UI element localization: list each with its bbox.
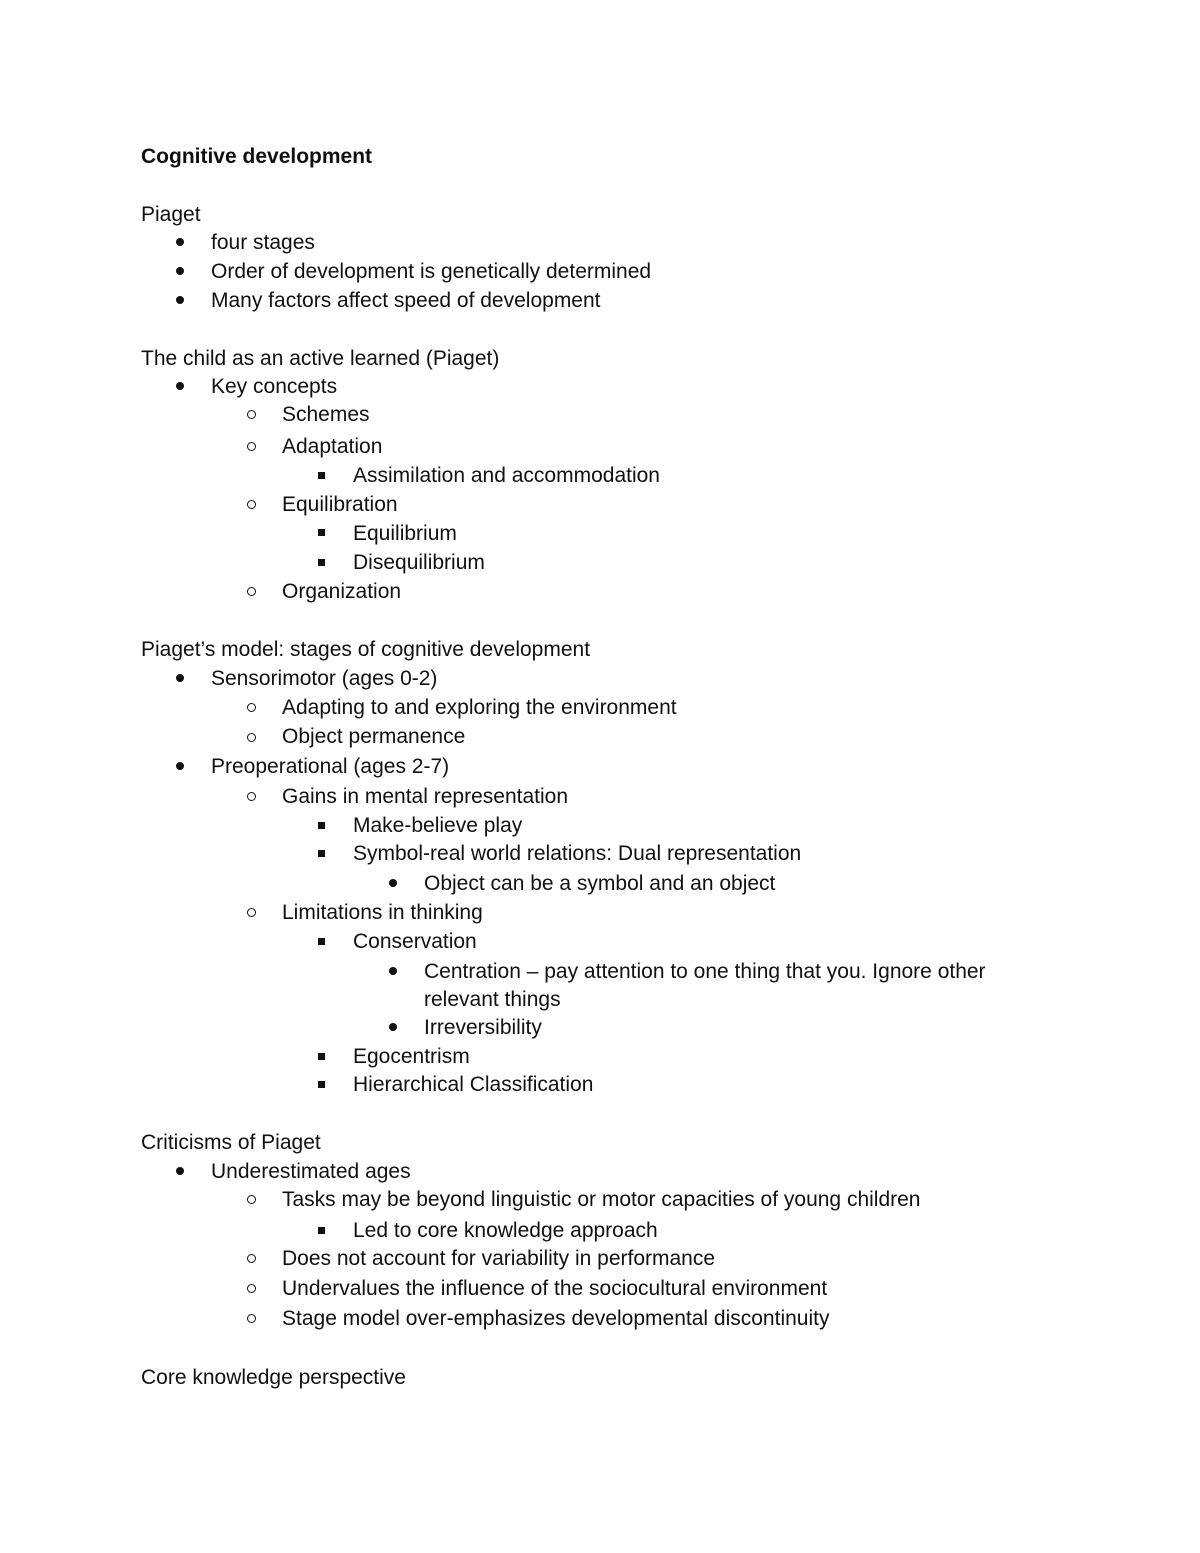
bullet-circle-icon <box>247 500 256 509</box>
list-item: Assimilation and accommodation <box>353 464 660 487</box>
bullet-square-icon <box>318 938 325 945</box>
list-item: Hierarchical Classification <box>353 1073 594 1096</box>
bullet-circle-icon <box>247 410 256 419</box>
list-item: Order of development is genetically determined <box>211 260 652 283</box>
section-heading-criticisms: Criticisms of Piaget <box>141 1131 321 1154</box>
bullet-disc-icon <box>389 879 397 887</box>
list-item: Object permanence <box>282 725 466 748</box>
list-item: Gains in mental representation <box>282 785 568 808</box>
list-item: Egocentrism <box>353 1045 470 1068</box>
bullet-disc-icon <box>176 1167 184 1175</box>
bullet-circle-icon <box>247 792 256 801</box>
document-title: Cognitive development <box>141 145 373 168</box>
bullet-disc-icon <box>176 674 184 682</box>
list-item: Equilibrium <box>353 522 457 545</box>
bullet-disc-icon <box>176 267 184 275</box>
list-item: Conservation <box>353 930 477 953</box>
bullet-disc-icon <box>176 238 184 246</box>
list-item: Key concepts <box>211 375 338 398</box>
section-heading-active-learner: The child as an active learned (Piaget) <box>141 347 500 370</box>
bullet-square-icon <box>318 850 325 857</box>
list-item: Stage model over-emphasizes developmental discontinuity <box>282 1307 830 1330</box>
list-item: Disequilibrium <box>353 551 485 574</box>
bullet-circle-icon <box>247 587 256 596</box>
bullet-disc-icon <box>389 967 397 975</box>
bullet-square-icon <box>318 822 325 829</box>
list-item: Does not account for variability in performance <box>282 1247 716 1270</box>
section-heading-core-knowledge: Core knowledge perspective <box>141 1366 406 1389</box>
list-item: Organization <box>282 580 402 603</box>
bullet-circle-icon <box>247 733 256 742</box>
bullet-disc-icon <box>176 382 184 390</box>
list-item-continuation: relevant things <box>424 988 561 1011</box>
bullet-circle-icon <box>247 1284 256 1293</box>
bullet-square-icon <box>318 1227 325 1234</box>
bullet-circle-icon <box>247 442 256 451</box>
list-item: Symbol-real world relations: Dual representation <box>353 842 802 865</box>
list-item: Adapting to and exploring the environment <box>282 696 677 719</box>
list-item: Sensorimotor (ages 0-2) <box>211 667 438 690</box>
list-item: Led to core knowledge approach <box>353 1219 658 1242</box>
list-item: Tasks may be beyond linguistic or motor capacities of young children <box>282 1188 921 1211</box>
bullet-disc-icon <box>176 762 184 770</box>
list-item: Object can be a symbol and an object <box>424 872 776 895</box>
list-item: Many factors affect speed of development <box>211 289 601 312</box>
bullet-circle-icon <box>247 908 256 917</box>
list-item: Centration – pay attention to one thing that you. Ignore other <box>424 960 986 983</box>
bullet-disc-icon <box>176 296 184 304</box>
bullet-square-icon <box>318 529 325 536</box>
bullet-circle-icon <box>247 1254 256 1263</box>
list-item: Limitations in thinking <box>282 901 483 924</box>
list-item: Undervalues the influence of the sociocultural environment <box>282 1277 828 1300</box>
section-heading-piaget: Piaget <box>141 203 201 226</box>
section-heading-model: Piaget’s model: stages of cognitive development <box>141 638 591 661</box>
list-item: Irreversibility <box>424 1016 542 1039</box>
bullet-circle-icon <box>247 1314 256 1323</box>
bullet-circle-icon <box>247 703 256 712</box>
bullet-square-icon <box>318 1053 325 1060</box>
bullet-disc-icon <box>389 1023 397 1031</box>
list-item: Schemes <box>282 403 370 426</box>
list-item: Equilibration <box>282 493 398 516</box>
bullet-square-icon <box>318 559 325 566</box>
list-item: Underestimated ages <box>211 1160 411 1183</box>
list-item: four stages <box>211 231 315 254</box>
list-item: Adaptation <box>282 435 383 458</box>
bullet-square-icon <box>318 472 325 479</box>
list-item: Preoperational (ages 2-7) <box>211 755 450 778</box>
bullet-square-icon <box>318 1081 325 1088</box>
list-item: Make-believe play <box>353 814 523 837</box>
bullet-circle-icon <box>247 1195 256 1204</box>
